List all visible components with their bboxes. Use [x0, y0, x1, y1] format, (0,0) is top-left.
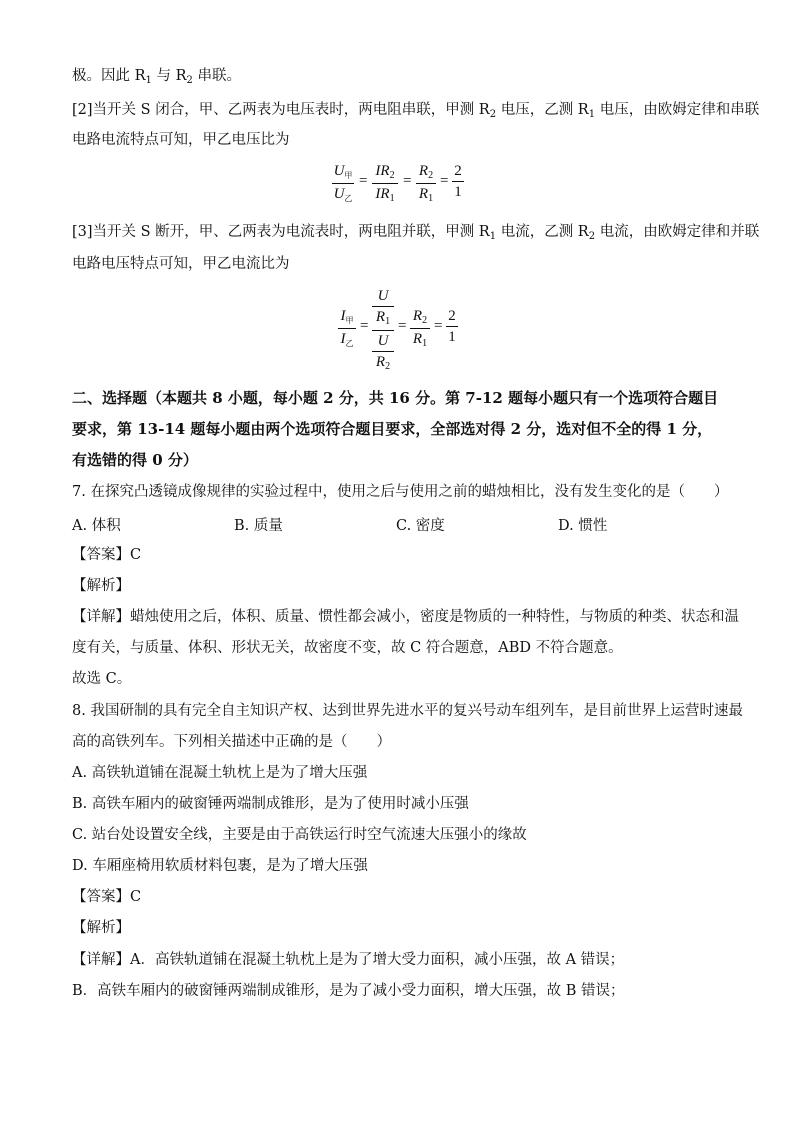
text-segment: 电流，由欧姆定律和并联 [595, 224, 760, 240]
q7-conclusion: 故选 C。 [72, 671, 132, 687]
fraction: $R_2$ $R_1$ [410, 307, 430, 350]
q8-detail: 【详解】A．高铁轨道铺在混凝土轨枕上是为了增大受力面积，减小压强，故 A 错误； [72, 952, 625, 968]
q8-option-b: B. 高铁车厢内的破窗锤两端制成锥形，是为了使用时减小压强 [72, 796, 469, 812]
q8-option-a: A. 高铁轨道铺在混凝土轨枕上是为了增大压强 [72, 765, 368, 781]
q8-answer: 【答案】C [72, 889, 142, 905]
text-segment: 串联。 [192, 68, 242, 84]
question-8-stem: 高的高铁列车。下列相关描述中正确的是（ ） [72, 734, 391, 750]
section-heading: 有选错的得 0 分） [72, 451, 198, 469]
text-segment: 电压，乙测 R [496, 102, 589, 118]
text-segment: 极。因此 R [72, 68, 146, 84]
q8-detail: B．高铁车厢内的破窗锤两端制成锥形，是为了减小受力面积，增大压强，故 B 错误； [72, 983, 625, 999]
text-line: 电路电压特点可知，甲乙电流比为 [72, 256, 290, 272]
subscript: 2 [588, 231, 596, 242]
text-segment: [2]当开关 S 闭合，甲、乙两表为电压表时，两电阻串联，甲测 R [72, 102, 490, 118]
equals-sign: = [440, 173, 449, 189]
fraction: 2 1 [452, 162, 464, 201]
text-segment: 与 R [151, 68, 187, 84]
subscript: 1 [588, 109, 596, 120]
q7-answer: 【答案】C [72, 547, 142, 563]
question-7-stem: 7. 在探究凸透镜成像规律的实验过程中，使用之后与使用之前的蜡烛相比，没有发生变化的是（ ） [72, 484, 729, 500]
fraction: $I_甲$ $I_乙$ [338, 307, 356, 350]
text-line [72, 222, 759, 244]
text-segment: 电压，由欧姆定律和串联 [595, 102, 760, 118]
q7-option-d: D. 惯性 [558, 518, 608, 534]
text-segment: [3]当开关 S 断开，甲、乙两表为电流表时，两电阻并联，甲测 R [72, 224, 490, 240]
q8-option-d: D. 车厢座椅用软质材料包裹，是为了增大压强 [72, 858, 368, 874]
fraction: $IR_2$ $IR_1$ [372, 162, 398, 205]
subscript: 1 [145, 75, 152, 86]
equals-sign: = [434, 318, 443, 334]
q8-analysis-label: 【解析】 [72, 920, 130, 936]
section-heading: 二、选择题（本题共 8 小题，每小题 2 分，共 16 分。第 7-12 题每小题只有一个选项符合题目 [72, 389, 719, 407]
equals-sign: = [359, 173, 368, 189]
subscript: 1 [489, 231, 497, 242]
q7-option-c: C. 密度 [396, 518, 445, 534]
section-heading: 要求，第 13-14 题每小题由两个选项符合题目要求，全部选对得 2 分，选对但不全的得 1 分， [72, 420, 713, 438]
complex-fraction: U $R_1$ U $R_2$ [372, 287, 394, 373]
fraction: $R_2$ $R_1$ [416, 162, 436, 205]
subscript: 2 [186, 75, 193, 86]
q7-option-a: A. 体积 [72, 518, 121, 534]
text-line [72, 100, 759, 122]
text-line: 电路电流特点可知，甲乙电压比为 [72, 132, 290, 148]
voltage-ratio-equation [332, 162, 472, 212]
equals-sign: = [398, 318, 407, 334]
q7-option-b: B. 质量 [234, 518, 283, 534]
q7-analysis-label: 【解析】 [72, 578, 130, 594]
question-8-stem: 8. 我国研制的具有完全自主知识产权、达到世界先进水平的复兴号动车组列车，是目前世界上运营时速最 [72, 703, 743, 719]
fraction: 2 1 [446, 307, 458, 346]
text-line [72, 66, 241, 88]
text-segment: 电流，乙测 R [496, 224, 589, 240]
equals-sign: = [360, 318, 369, 334]
q7-detail: 度有关，与质量、体积、形状无关，故密度不变，故 C 符合题意，ABD 不符合题意。 [72, 640, 623, 656]
equals-sign: = [403, 173, 412, 189]
subscript: 2 [489, 109, 497, 120]
fraction: $U_甲$ $U_乙$ [333, 163, 353, 203]
q8-option-c: C. 站台处设置安全线，主要是由于高铁运行时空气流速大压强小的缘故 [72, 827, 527, 843]
q7-detail: 【详解】蜡烛使用之后，体积、质量、惯性都会减小，密度是物质的一种特性，与物质的种类、状态和温 [72, 609, 739, 625]
current-ratio-equation [338, 287, 468, 377]
